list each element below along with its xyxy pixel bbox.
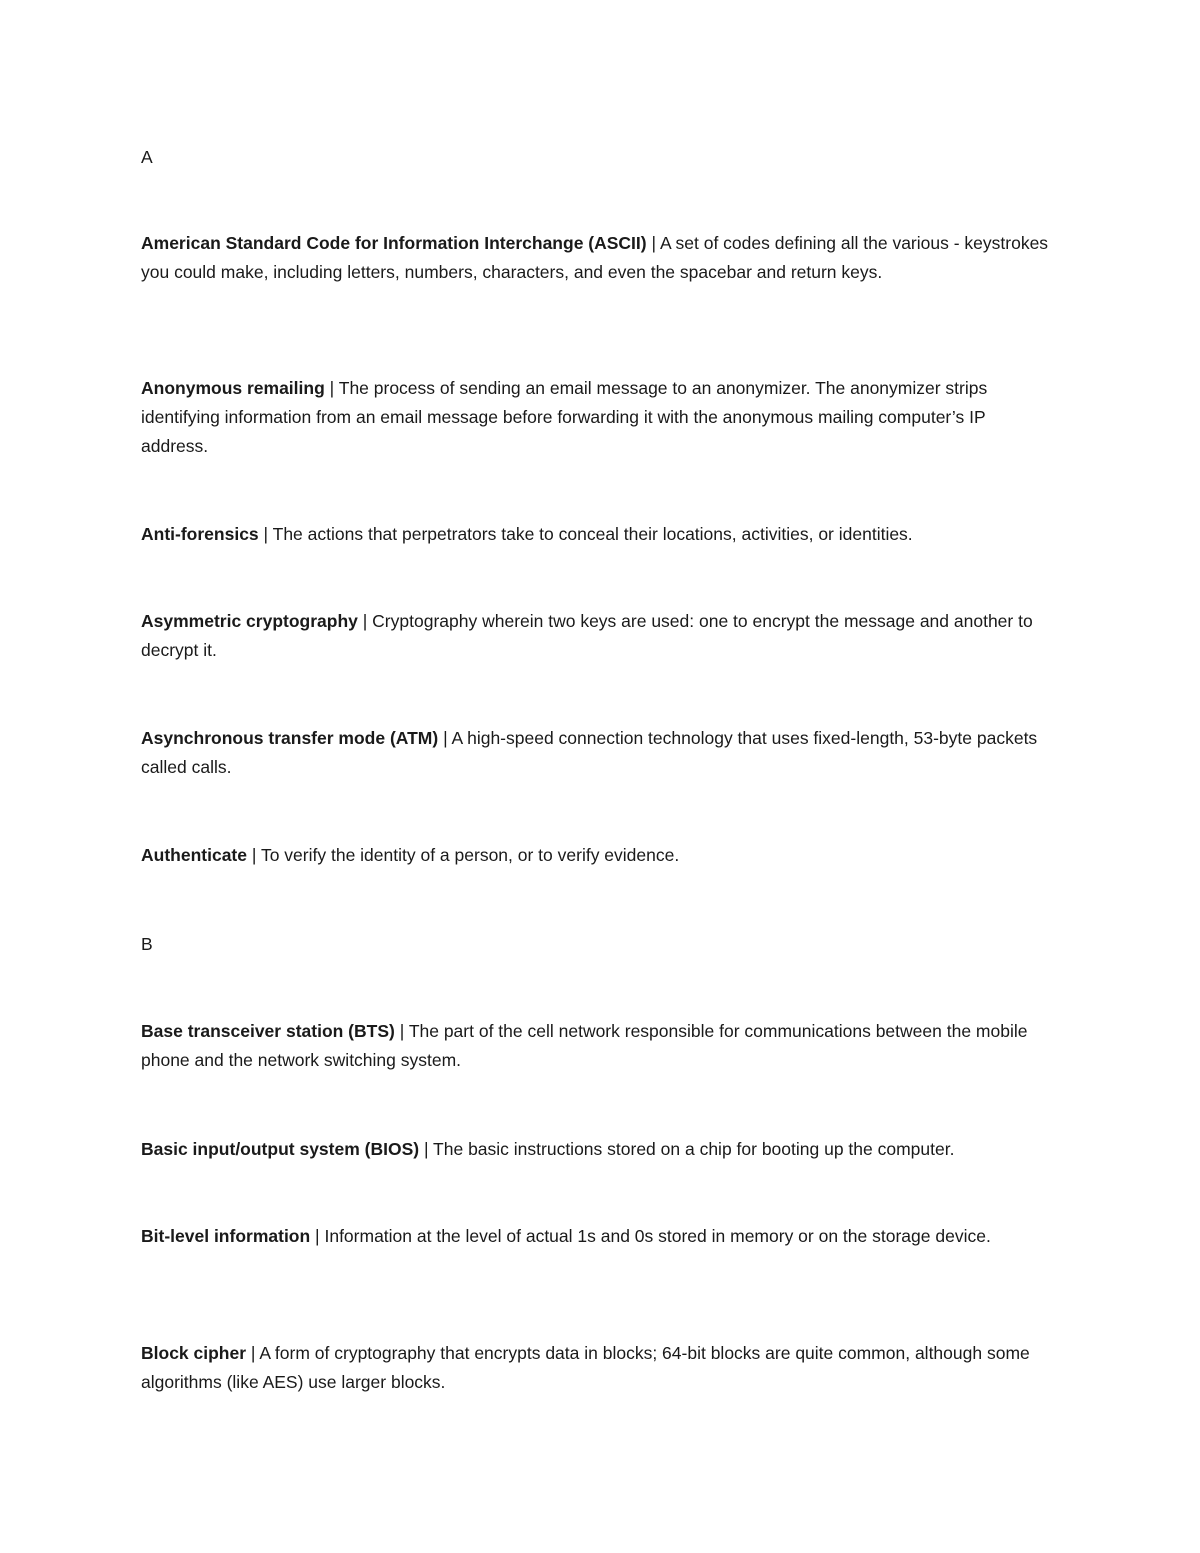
entry-separator: | xyxy=(246,1343,260,1363)
glossary-entry xyxy=(141,607,1056,665)
entry-separator: | xyxy=(246,845,261,865)
entry-separator: | xyxy=(394,1021,409,1041)
entry-term: Asynchronous transfer mode (ATM) xyxy=(141,728,439,748)
entry-term: Anti-forensics xyxy=(141,524,259,544)
glossary-entry xyxy=(141,374,1056,461)
entry-separator: | xyxy=(357,611,373,631)
entry-definition: A set of codes defining all the various - keystrokes you could make, including letters, numbers, characters, and even the spacebar and return keys. xyxy=(141,233,1049,282)
entry-definition: To verify the identity of a person, or to verify evidence. xyxy=(260,845,680,865)
entry-separator: | xyxy=(419,1139,434,1159)
entry-definition: The process of sending an email message to an anonymizer. The anonymizer strips identifying information from an email message before forwarding it with the anonymous mailing computer’s IP address. xyxy=(141,378,988,456)
entry-definition: The basic instructions stored on a chip for booting up the computer. xyxy=(433,1139,955,1159)
glossary-entry xyxy=(141,841,1056,870)
glossary-entry xyxy=(141,1222,1056,1251)
entry-term: Anonymous remailing xyxy=(141,378,325,398)
glossary-entry xyxy=(141,1017,1056,1075)
entry-term: Bit-level information xyxy=(141,1226,311,1246)
glossary-entry xyxy=(141,724,1056,782)
entry-separator: | xyxy=(646,233,660,253)
entry-definition: A form of cryptography that encrypts data in blocks; 64-bit blocks are quite common, although some algorithms (like AES) use larger blocks. xyxy=(141,1343,1030,1392)
entry-definition: Information at the level of actual 1s and 0s stored in memory or on the storage device. xyxy=(324,1226,991,1246)
entry-definition: A high-speed connection technology that uses fixed-length, 53-byte packets called calls. xyxy=(141,728,1038,777)
entry-definition: The actions that perpetrators take to conceal their locations, activities, or identities. xyxy=(272,524,913,544)
entry-term: Basic input/output system (BIOS) xyxy=(141,1139,420,1159)
entry-separator: | xyxy=(324,378,339,398)
entry-separator: | xyxy=(258,524,273,544)
entry-term: Base transceiver station (BTS) xyxy=(141,1021,395,1041)
section-letter-b: B xyxy=(141,934,153,954)
glossary-entry xyxy=(141,520,1056,549)
entry-definition: The part of the cell network responsible for communications between the mobile phone and the network switching system. xyxy=(141,1021,1028,1070)
entry-term: Authenticate xyxy=(141,845,247,865)
glossary-entry xyxy=(141,229,1056,287)
entry-definition: Cryptography wherein two keys are used: one to encrypt the message and another to decrypt it. xyxy=(141,611,1033,660)
section-letter-a: A xyxy=(141,147,153,167)
glossary-entry xyxy=(141,1339,1056,1397)
glossary-entry xyxy=(141,1135,1056,1164)
entry-term: Asymmetric cryptography xyxy=(141,611,358,631)
entry-term: Block cipher xyxy=(141,1343,247,1363)
entry-separator: | xyxy=(310,1226,325,1246)
entry-separator: | xyxy=(438,728,452,748)
entry-term: American Standard Code for Information Interchange (ASCII) xyxy=(141,233,647,253)
